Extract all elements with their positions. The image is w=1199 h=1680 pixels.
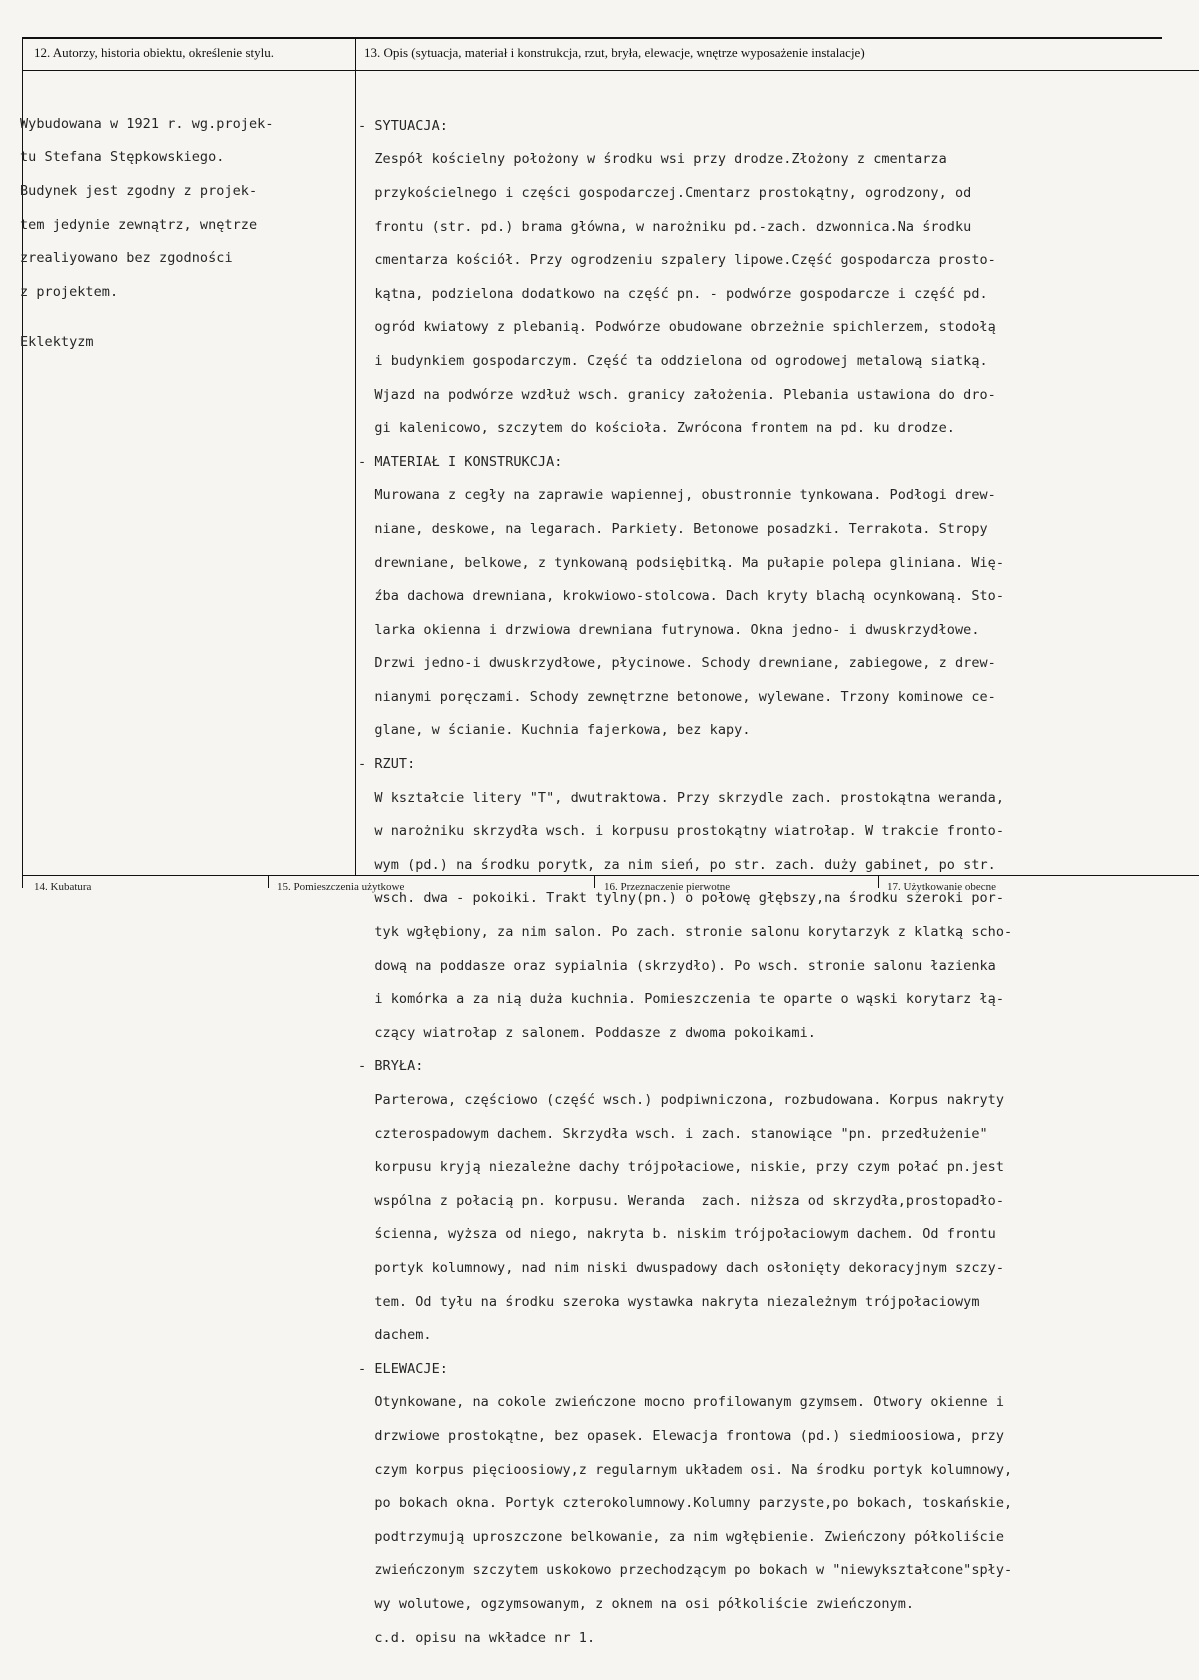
- text-line: czący wiatrołap z salonem. Poddasze z dwoma pokoikami.: [358, 1024, 816, 1041]
- text-line: larka okienna i drzwiowa drewniana futrynowa. Okna jedno- i dwuskrzydłowe.: [358, 621, 980, 638]
- text-line: Wybudowana w 1921 r. wg.projek-: [20, 115, 274, 132]
- text-line: zrealiyowano bez zgodności: [20, 250, 233, 267]
- text-line: wspólna z połacią pn. korpusu. Weranda zach. niższa od skrzydła,prostopadło-: [358, 1192, 1005, 1209]
- authors-history-text: [20, 99, 274, 368]
- text-line: ścienna, wyższa od niego, nakryta b. niskim trójpołaciowym dachem. Od frontu: [358, 1226, 996, 1243]
- text-line: - RZUT:: [358, 756, 416, 773]
- text-line: i budynkiem gospodarczym. Część ta oddzielona od ogrodowej metalową siatką.: [358, 352, 988, 369]
- text-line: portyk kolumnowy, nad nim niski dwuspadowy dach osłonięty dekoracyjnym szczy-: [358, 1259, 1005, 1276]
- text-line: wy wolutowe, ogzymsowanym, z oknem na osi półkoliście zwieńczonym.: [358, 1595, 915, 1612]
- text-line: Parterowa, częściowo (część wsch.) podpiwniczona, rozbudowana. Korpus nakryty: [358, 1092, 1005, 1109]
- text-line: tem. Od tyłu na środku szeroka wystawka nakryta niezależnym trójpołaciowym: [358, 1293, 980, 1310]
- text-line: Wjazd na podwórze wzdłuż wsch. granicy założenia. Plebania ustawiona do dro-: [358, 386, 996, 403]
- text-line: czterospadowym dachem. Skrzydła wsch. i zach. stanowiące "pn. przedłużenie": [358, 1125, 988, 1142]
- footer-przeznaczenie: 16. Przeznaczenie pierwotne: [604, 881, 731, 893]
- text-line: zwieńczonym szczytem uskokowo przechodzącym po bokach w "niewykształcone"spły-: [358, 1562, 1013, 1579]
- text-line: tu Stefana Stępkowskiego.: [20, 149, 225, 166]
- text-line: ogród kwiatowy z plebanią. Podwórze obudowane obrzeżnie spichlerzem, stodołą: [358, 319, 996, 336]
- text-line: - MATERIAŁ I KONSTRUKCJA:: [358, 453, 563, 470]
- text-line: dachem.: [358, 1327, 432, 1344]
- text-line: cmentarza kościół. Przy ogrodzeniu szpalery lipowe.Część gospodarcza prosto-: [358, 252, 996, 269]
- text-line: wsch. dwa - pokoiki. Trakt tylny(pn.) o połowę głębszy,na środku szeroki por-: [358, 890, 1005, 907]
- text-line: Budynek jest zgodny z projek-: [20, 182, 258, 199]
- text-line: Otynkowane, na cokole zwieńczone mocno profilowanym gzymsem. Otwory okienne i: [358, 1394, 1005, 1411]
- text-line: Zespół kościelny położony w środku wsi przy drodze.Złożony z cmentarza: [358, 151, 947, 168]
- text-line: tyk wgłębiony, za nim salon. Po zach. stronie salonu korytarzyk z klatką scho-: [358, 924, 1013, 941]
- text-line: drzwiowe prostokątne, bez opasek. Elewacja frontowa (pd.) siedmioosiowa, przy: [358, 1427, 1005, 1444]
- text-line: - SYTUACJA:: [358, 117, 448, 134]
- text-line: frontu (str. pd.) brama główna, w narożniku pd.-zach. dzwonnica.Na środku: [358, 218, 972, 235]
- text-line: nianymi poręczami. Schody zewnętrzne betonowe, wylewane. Trzony kominowe ce-: [358, 688, 996, 705]
- text-line: Drzwi jedno-i dwuskrzydłowe, płycinowe. Schody drewniane, zabiegowe, z drew-: [358, 655, 996, 672]
- text-line: czym korpus pięcioosiowy,z regularnym układem osi. Na środku portyk kolumnowy,: [358, 1461, 1013, 1478]
- text-line: glane, w ścianie. Kuchnia fajerkowa, bez kapy.: [358, 722, 751, 739]
- text-line: korpusu kryją niezależne dachy trójpołaciowe, niskie, przy czym połać pn.jest: [358, 1159, 1005, 1176]
- header-col12: 12. Autorzy, historia obiektu, określenie stylu.: [34, 45, 274, 60]
- text-line: i komórka a za nią duża kuchnia. Pomieszczenia te oparte o wąski korytarz łą-: [358, 991, 1005, 1008]
- text-line: - ELEWACJE:: [358, 1360, 448, 1377]
- text-line: niane, deskowe, na legarach. Parkiety. Betonowe posadzki. Terrakota. Stropy: [358, 520, 988, 537]
- footer-divider-1: [268, 875, 269, 888]
- text-line: z projektem.: [20, 283, 119, 300]
- footer-uzytkowanie: 17. Użytkowanie obecne: [887, 881, 997, 893]
- text-line: przykościelnego i części gospodarczej.Cmentarz prostokątny, ogrodzony, od: [358, 184, 972, 201]
- style-label: Eklektyzm: [20, 334, 94, 351]
- footer-kubatura: 14. Kubatura: [34, 881, 92, 893]
- footer-pomieszczenia: 15. Pomieszczenia użytkowe: [277, 881, 405, 893]
- text-line: po bokach okna. Portyk czterokolumnowy.Kolumny parzyste,po bokach, toskańskie,: [358, 1495, 1013, 1512]
- text-line: kątna, podzielona dodatkowo na część pn. - podwórze gospodarcze i część pd.: [358, 285, 988, 302]
- header-col13: 13. Opis (sytuacja, materiał i konstrukcja, rzut, bryła, elewacje, wnętrze wyposażenie instalacje): [364, 45, 865, 60]
- text-line: W kształcie litery "T", dwutraktowa. Przy skrzydle zach. prostokątna weranda,: [358, 789, 1005, 806]
- column-divider: [355, 37, 356, 876]
- text-line: podtrzymują uproszczone belkowanie, za nim wgłębienie. Zwieńczony półkoliście: [358, 1528, 1005, 1545]
- text-line: drewniane, belkowe, z tynkowaną podsiębitką. Ma pułapie polepa gliniana. Wię-: [358, 554, 1005, 571]
- text-line: wym (pd.) na środku porytk, za nim sień, po str. zach. duży gabinet, po str.: [358, 856, 996, 873]
- text-line: gi kalenicowo, szczytem do kościoła. Zwrócona frontem na pd. ku drodze.: [358, 420, 955, 437]
- header-bottom-rule: [22, 70, 1199, 71]
- text-line: źba dachowa drewniana, krokwiowo-stolcowa. Dach kryty blachą ocynkowaną. Sto-: [358, 588, 1005, 605]
- text-line: tem jedynie zewnątrz, wnętrze: [20, 216, 258, 233]
- text-line: Murowana z cegły na zaprawie wapiennej, obustronnie tynkowana. Podłogi drew-: [358, 487, 996, 504]
- text-line: - BRYŁA:: [358, 1058, 424, 1075]
- text-line: c.d. opisu na wkładce nr 1.: [358, 1629, 596, 1646]
- text-line: w narożniku skrzydła wsch. i korpusu prostokątny wiatrołap. W trakcie fronto-: [358, 823, 1005, 840]
- top-rule: [22, 37, 1162, 39]
- text-line: dową na poddasze oraz sypialnia (skrzydło). Po wsch. stronie salonu łazienka: [358, 957, 996, 974]
